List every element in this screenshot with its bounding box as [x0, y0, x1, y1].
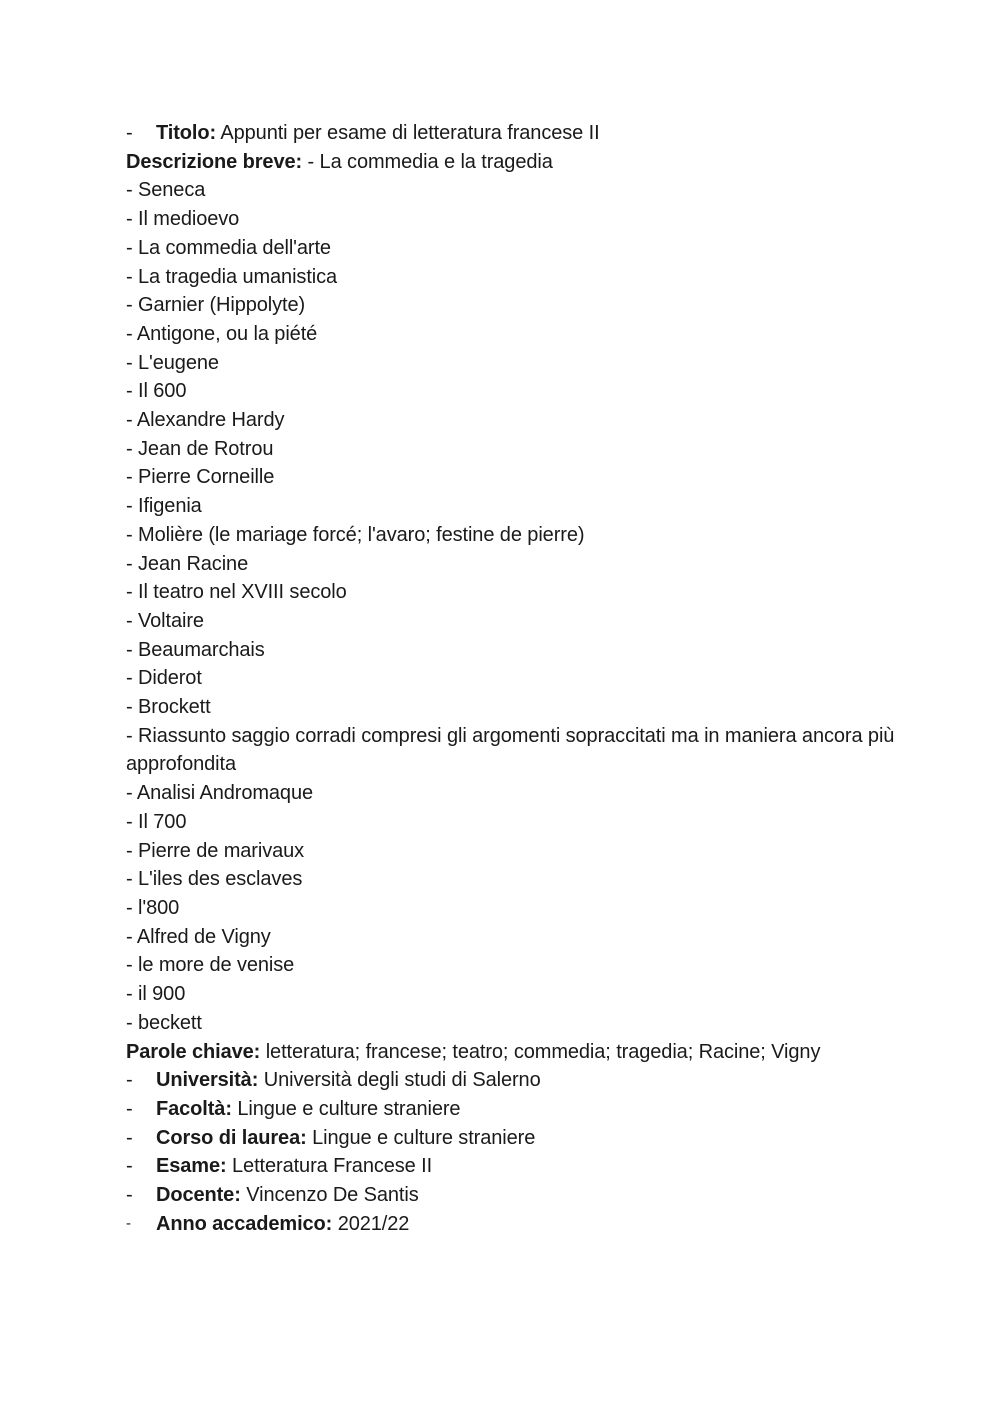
metadata-row [126, 1152, 896, 1181]
bullet-dash: - [126, 1069, 133, 1092]
list-item: - Il 700 [126, 810, 187, 833]
list-item: - Il teatro nel XVIII secolo [126, 581, 347, 604]
bullet-dash: - [126, 1155, 133, 1178]
document-page [126, 119, 896, 1238]
list-item: - La commedia dell'arte [126, 236, 331, 259]
list-item: - L'eugene [126, 351, 219, 374]
list-item: - Ifigenia [126, 495, 202, 518]
list-item: - Antigone, ou la piété [126, 322, 318, 345]
metadata-value: Università degli studi di Salerno [263, 1069, 541, 1092]
list-item: - Riassunto saggio corradi compresi gli argomenti sopraccitati ma in maniera ancora più approfondita [126, 724, 895, 776]
description-row [126, 148, 896, 177]
list-item: - Alfred de Vigny [126, 925, 271, 948]
metadata-list [126, 1066, 896, 1238]
list-item: - Il medioevo [126, 208, 240, 231]
list-item: - Jean de Rotrou [126, 437, 274, 460]
list-item: - Garnier (Hippolyte) [126, 294, 306, 317]
metadata-row [126, 1095, 896, 1124]
list-item: - Molière (le mariage forcé; l'avaro; festine de pierre) [126, 523, 585, 546]
metadata-row [126, 1066, 896, 1095]
metadata-value: Letteratura Francese II [232, 1155, 433, 1178]
description-label: Descrizione breve: [126, 150, 303, 173]
metadata-label: Esame: [156, 1155, 227, 1178]
list-item: - Pierre Corneille [126, 466, 275, 489]
list-item: - beckett [126, 1011, 202, 1034]
list-item: - Beaumarchais [126, 638, 265, 661]
keywords-value: letteratura; francese; teatro; commedia; tragedia; Racine; Vigny [265, 1040, 821, 1063]
metadata-label: Anno accademico: [156, 1212, 333, 1235]
metadata-label: Corso di laurea: [156, 1126, 307, 1149]
metadata-row [126, 1124, 896, 1153]
list-item: - il 900 [126, 983, 186, 1006]
description-first-item: - La commedia e la tragedia [307, 150, 553, 173]
metadata-value: Lingue e culture straniere [237, 1097, 461, 1120]
keywords-row [126, 1038, 896, 1067]
title-label: Titolo: [156, 122, 217, 144]
metadata-value: Lingue e culture straniere [312, 1126, 536, 1149]
list-item: - La tragedia umanistica [126, 265, 338, 288]
bullet-dash: - [126, 1214, 131, 1232]
list-item: - Diderot [126, 667, 202, 690]
title-row [126, 119, 896, 148]
description-list [126, 176, 896, 1037]
metadata-label: Facoltà: [156, 1097, 232, 1120]
list-item: - Alexandre Hardy [126, 409, 285, 432]
list-item: - Il 600 [126, 380, 187, 403]
metadata-row [126, 1181, 896, 1210]
list-item: - L'iles des esclaves [126, 868, 303, 891]
bullet-dash: - [126, 1184, 133, 1207]
metadata-label: Università: [156, 1069, 259, 1092]
list-item: - Brockett [126, 696, 211, 719]
bullet-dash: - [126, 1097, 133, 1120]
list-item: - Pierre de marivaux [126, 839, 305, 862]
list-item: - Seneca [126, 179, 206, 202]
list-item: - le more de venise [126, 954, 295, 977]
metadata-value: Vincenzo De Santis [246, 1184, 419, 1207]
metadata-value: 2021/22 [337, 1212, 410, 1235]
list-item: - Analisi Andromaque [126, 782, 314, 805]
list-item: - Voltaire [126, 609, 204, 632]
list-item: - l'800 [126, 896, 180, 919]
metadata-label: Docente: [156, 1184, 241, 1207]
bullet-dash: - [126, 122, 133, 144]
keywords-label: Parole chiave: [126, 1040, 261, 1063]
list-item: - Jean Racine [126, 552, 249, 575]
metadata-row [126, 1210, 896, 1239]
title-value: Appunti per esame di letteratura francese II [220, 122, 600, 144]
bullet-dash: - [126, 1126, 133, 1149]
